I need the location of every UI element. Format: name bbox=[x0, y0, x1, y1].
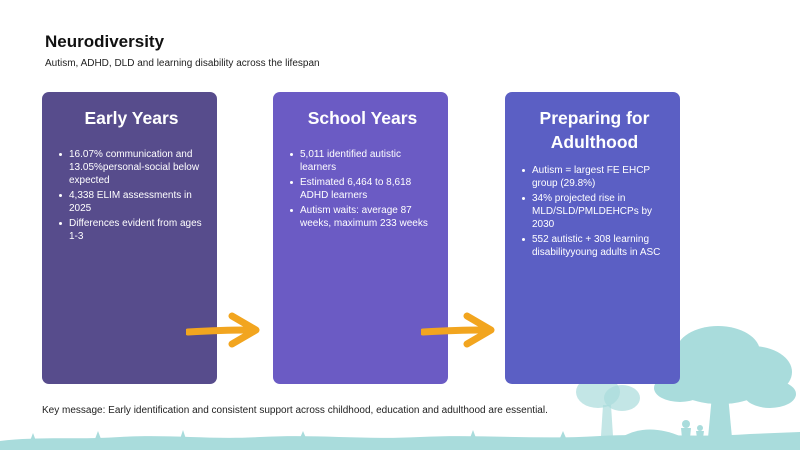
list-item: 4,338 ELIM assessments in 2025 bbox=[58, 189, 205, 215]
list-item: 16.07% communication and 13.05%personal-social below expected bbox=[58, 148, 205, 187]
list-item: Autism waits: average 87 weeks, maximum 233 weeks bbox=[289, 204, 436, 230]
bullet-list bbox=[58, 148, 205, 243]
arrow-right-icon bbox=[186, 312, 262, 348]
list-item: Autism = largest FE EHCP group (29.8%) bbox=[521, 164, 668, 190]
preparing-for-adulthood-card bbox=[505, 92, 680, 384]
bullet-list bbox=[289, 148, 436, 230]
list-item: Differences evident from ages 1-3 bbox=[58, 217, 205, 243]
list-item: Estimated 6,464 to 8,618 ADHD learners bbox=[289, 176, 436, 202]
list-item: 552 autistic + 308 learning disabilityyoung adults in ASC bbox=[521, 233, 668, 259]
card-heading: Early Years bbox=[84, 108, 179, 128]
key-message: Key message: Early identification and consistent support across childhood, education and adulthood are essential. bbox=[42, 405, 548, 416]
page-title: Neurodiversity bbox=[45, 32, 165, 51]
card-heading: School Years bbox=[307, 108, 418, 128]
bullet-list bbox=[521, 164, 668, 259]
page-subtitle: Autism, ADHD, DLD and learning disability across the lifespan bbox=[45, 58, 320, 69]
list-item: 34% projected rise in MLD/SLD/PMLDEHCPs by 2030 bbox=[521, 192, 668, 231]
arrow-right-icon bbox=[421, 312, 497, 348]
list-item: 5,011 identified autistic learners bbox=[289, 148, 436, 174]
card-heading: Preparing for Adulthood bbox=[539, 108, 650, 152]
